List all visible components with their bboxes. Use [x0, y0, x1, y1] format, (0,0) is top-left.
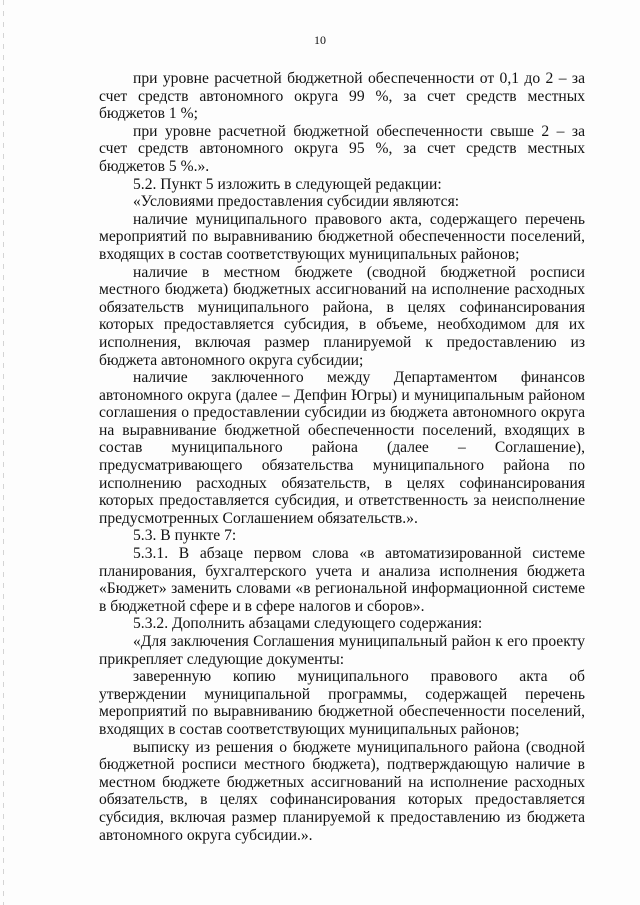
paragraph-document-budget-extract: выписку из решения о бюджете муниципального района (сводной бюджетной росписи местного бюджета), подтверждающую наличие в местном бюджете бюджетных ассигнований на исполнение расходных обязательств, в целях софинансирования которых предоставляется субсидия, включая размер планируемой к предоставлению из бюджета автономного округа субсидии.».	[99, 738, 585, 844]
paragraph-clause-5-3: 5.3. В пункте 7:	[133, 527, 237, 545]
paragraph-rate-above-2: при уровне расчетной бюджетной обеспеченности свыше 2 – за счет средств автономного округа 95 %, за счет средств местных бюджетов 5 %.».	[99, 122, 585, 175]
paragraph-clause-5-3-1: 5.3.1. В абзаце первом слова «в автоматизированной системе планирования, бухгалтерского учета и анализа исполнения бюджета «Бюджет» заменить словами «в региональной информационной системе в бюджетной сфере и в сфере налогов и сборов».	[99, 545, 585, 615]
page-number: 10	[314, 33, 326, 47]
paragraph-agreement-documents-intro: «Для заключения Соглашения муниципальный район к его проекту прикрепляет следующие документы:	[99, 633, 585, 668]
paragraph-subsidy-conditions-intro: «Условиями предоставления субсидии являются:	[133, 193, 460, 211]
document-body	[99, 70, 585, 844]
paragraph-condition-budget-allocations: наличие в местном бюджете (сводной бюджетной росписи местного бюджета) бюджетных ассигнований на исполнение расходных обязательств муниципального района, в целях софинансирования которых предоставляется субсидия, в объеме, необходимом для их исполнения, включая размер планируемой к предоставлению из бюджета автономного округа субсидии;	[99, 263, 585, 369]
paragraph-clause-5-3-2: 5.3.2. Дополнить абзацами следующего содержания:	[133, 615, 483, 633]
paragraph-document-program-copy: заверенную копию муниципального правового акта об утверждении муниципальной программы, содержащей перечень мероприятий по выравниванию бюджетной обеспеченности поселений, входящих в состав соответствующих муниципальных районов;	[99, 668, 585, 738]
paragraph-condition-legal-act: наличие муниципального правового акта, содержащего перечень мероприятий по выравниванию бюджетной обеспеченности поселений, входящих в состав соответствующих муниципальных районов;	[99, 210, 585, 263]
scan-edge-line	[3, 0, 4, 905]
paragraph-clause-5-2: 5.2. Пункт 5 изложить в следующей редакции:	[133, 175, 442, 193]
paragraph-rate-0-1-to-2: при уровне расчетной бюджетной обеспеченности от 0,1 до 2 – за счет средств автономного округа 99 %, за счет средств местных бюджетов 1 %;	[99, 70, 585, 123]
paragraph-condition-agreement: наличие заключенного между Департаментом финансов автономного округа (далее – Депфин Югры) и муниципальным районом соглашения о предоставлении субсидии из бюджета автономного округа на выравнивание бюджетной обеспеченности поселений, входящих в состав муниципального района (далее – Соглашение), предусматривающего обязательства муниципального района по исполнению расходных обязательств, в целях софинансирования которых предоставляется субсидия, и ответственность за неисполнение предусмотренных Соглашением обязательств.».	[99, 369, 585, 527]
